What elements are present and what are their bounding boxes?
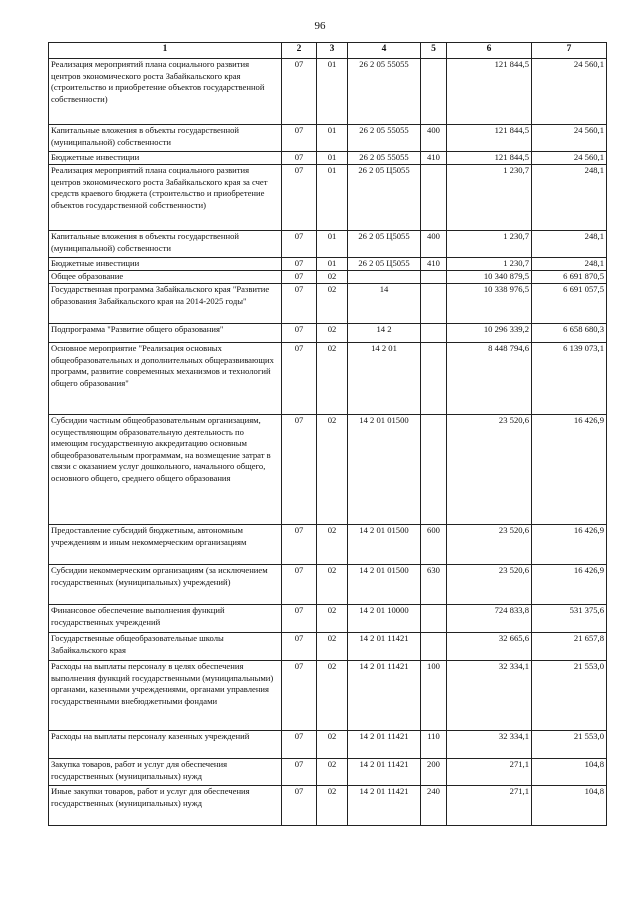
amount-year1-cell: 1 230,7 — [447, 258, 532, 271]
subsection-code-cell: 01 — [317, 231, 348, 258]
target-article-cell: 14 2 — [348, 324, 421, 343]
section-code-cell: 07 — [282, 284, 317, 324]
column-header: 7 — [532, 43, 607, 59]
subsection-code-cell: 02 — [317, 343, 348, 415]
table-row — [49, 661, 607, 731]
section-code-cell: 07 — [282, 165, 317, 231]
amount-year1-cell: 121 844,5 — [447, 152, 532, 165]
page-number: 96 — [314, 20, 326, 32]
subsection-code-cell: 02 — [317, 786, 348, 826]
amount-year2-cell: 21 657,8 — [532, 633, 607, 661]
item-name-cell: Капитальные вложения в объекты государственной (муниципальной) собственности — [49, 231, 282, 258]
section-code-cell: 07 — [282, 125, 317, 152]
target-article-cell: 26 2 05 55055 — [348, 152, 421, 165]
amount-year1-cell: 10 340 879,5 — [447, 271, 532, 284]
section-code-cell: 07 — [282, 759, 317, 786]
amount-year2-cell: 248,1 — [532, 258, 607, 271]
amount-year2-cell: 531 375,6 — [532, 605, 607, 633]
amount-year1-cell: 8 448 794,6 — [447, 343, 532, 415]
subsection-code-cell: 02 — [317, 525, 348, 565]
table-row — [49, 415, 607, 525]
item-name-cell: Расходы на выплаты персоналу казенных учреждений — [49, 731, 282, 759]
column-header: 4 — [348, 43, 421, 59]
section-code-cell: 07 — [282, 59, 317, 125]
section-code-cell: 07 — [282, 605, 317, 633]
item-name-cell: Бюджетные инвестиции — [49, 152, 282, 165]
amount-year2-cell: 16 426,9 — [532, 525, 607, 565]
amount-year2-cell: 16 426,9 — [532, 565, 607, 605]
table-row — [49, 284, 607, 324]
table-row — [49, 125, 607, 152]
column-header: 6 — [447, 43, 532, 59]
amount-year1-cell: 121 844,5 — [447, 59, 532, 125]
amount-year2-cell: 21 553,0 — [532, 731, 607, 759]
table-row — [49, 258, 607, 271]
section-code-cell: 07 — [282, 415, 317, 525]
target-article-cell: 26 2 05 55055 — [348, 59, 421, 125]
expense-type-cell — [421, 633, 447, 661]
column-header: 1 — [49, 43, 282, 59]
item-name-cell: Реализация мероприятий плана социального развития центров экономического роста Забайкальского края за счет средств краевого бюджета (строительство и приобретение объектов государственной собственности) — [49, 165, 282, 231]
section-code-cell: 07 — [282, 231, 317, 258]
section-code-cell: 07 — [282, 633, 317, 661]
target-article-cell: 14 2 01 11421 — [348, 661, 421, 731]
item-name-cell: Бюджетные инвестиции — [49, 258, 282, 271]
expense-type-cell — [421, 605, 447, 633]
amount-year1-cell: 32 665,6 — [447, 633, 532, 661]
subsection-code-cell: 02 — [317, 731, 348, 759]
item-name-cell: Предоставление субсидий бюджетным, автономным учреждениям и иным некоммерческим организациям — [49, 525, 282, 565]
section-code-cell: 07 — [282, 661, 317, 731]
amount-year2-cell: 104,8 — [532, 759, 607, 786]
table-row — [49, 343, 607, 415]
amount-year2-cell: 6 691 057,5 — [532, 284, 607, 324]
section-code-cell: 07 — [282, 565, 317, 605]
section-code-cell: 07 — [282, 525, 317, 565]
amount-year2-cell: 104,8 — [532, 786, 607, 826]
target-article-cell: 14 2 01 01500 — [348, 565, 421, 605]
item-name-cell: Реализация мероприятий плана социального развития центров экономического роста Забайкальского края (строительство и приобретение объектов государственной собственности) — [49, 59, 282, 125]
item-name-cell: Государственная программа Забайкальского края "Развитие образования Забайкальского края на 2014-2025 годы" — [49, 284, 282, 324]
amount-year2-cell: 248,1 — [532, 231, 607, 258]
expense-type-cell: 410 — [421, 152, 447, 165]
subsection-code-cell: 02 — [317, 661, 348, 731]
item-name-cell: Финансовое обеспечение выполнения функций государственных учреждений — [49, 605, 282, 633]
table-row — [49, 324, 607, 343]
amount-year1-cell: 23 520,6 — [447, 525, 532, 565]
subsection-code-cell: 02 — [317, 565, 348, 605]
item-name-cell: Основное мероприятие "Реализация основных общеобразовательных и дополнительных общеразвивающих программ, развитие современных механизмов и технологий общего образования" — [49, 343, 282, 415]
table-row — [49, 731, 607, 759]
target-article-cell: 14 2 01 11421 — [348, 633, 421, 661]
item-name-cell: Расходы на выплаты персоналу в целях обеспечения выполнения функций государственными (муниципальными) органами, казенными учреждениями, органами управления государственными внебюджетными фондами — [49, 661, 282, 731]
item-name-cell: Общее образование — [49, 271, 282, 284]
expense-type-cell — [421, 415, 447, 525]
subsection-code-cell: 01 — [317, 258, 348, 271]
target-article-cell: 26 2 05 Ц5055 — [348, 165, 421, 231]
table-row — [49, 786, 607, 826]
target-article-cell: 14 2 01 01500 — [348, 525, 421, 565]
column-header: 5 — [421, 43, 447, 59]
target-article-cell: 14 2 01 10000 — [348, 605, 421, 633]
expense-type-cell — [421, 343, 447, 415]
expense-type-cell: 600 — [421, 525, 447, 565]
item-name-cell: Государственные общеобразовательные школы Забайкальского края — [49, 633, 282, 661]
expense-type-cell — [421, 59, 447, 125]
target-article-cell: 14 2 01 01500 — [348, 415, 421, 525]
item-name-cell: Иные закупки товаров, работ и услуг для обеспечения государственных (муниципальных) нужд — [49, 786, 282, 826]
amount-year1-cell: 32 334,1 — [447, 661, 532, 731]
amount-year1-cell: 1 230,7 — [447, 231, 532, 258]
target-article-cell: 14 2 01 — [348, 343, 421, 415]
amount-year2-cell: 248,1 — [532, 165, 607, 231]
section-code-cell: 07 — [282, 343, 317, 415]
amount-year1-cell: 23 520,6 — [447, 565, 532, 605]
table-row — [49, 633, 607, 661]
table-row — [49, 759, 607, 786]
amount-year2-cell: 24 560,1 — [532, 59, 607, 125]
expense-type-cell: 400 — [421, 125, 447, 152]
expense-type-cell: 240 — [421, 786, 447, 826]
amount-year2-cell: 24 560,1 — [532, 152, 607, 165]
expense-type-cell: 400 — [421, 231, 447, 258]
item-name-cell: Закупка товаров, работ и услуг для обеспечения государственных (муниципальных) нужд — [49, 759, 282, 786]
subsection-code-cell: 02 — [317, 284, 348, 324]
section-code-cell: 07 — [282, 786, 317, 826]
budget-table — [48, 42, 607, 826]
subsection-code-cell: 02 — [317, 605, 348, 633]
expense-type-cell — [421, 165, 447, 231]
amount-year2-cell: 16 426,9 — [532, 415, 607, 525]
section-code-cell: 07 — [282, 731, 317, 759]
target-article-cell: 14 — [348, 284, 421, 324]
table-row — [49, 271, 607, 284]
amount-year1-cell: 271,1 — [447, 759, 532, 786]
subsection-code-cell: 01 — [317, 59, 348, 125]
table-row — [49, 565, 607, 605]
amount-year2-cell: 6 691 870,5 — [532, 271, 607, 284]
item-name-cell: Капитальные вложения в объекты государственной (муниципальной) собственности — [49, 125, 282, 152]
amount-year1-cell: 10 296 339,2 — [447, 324, 532, 343]
amount-year2-cell: 6 658 680,3 — [532, 324, 607, 343]
expense-type-cell: 100 — [421, 661, 447, 731]
item-name-cell: Субсидии некоммерческим организациям (за исключением государственных (муниципальных) учреждений) — [49, 565, 282, 605]
target-article-cell — [348, 271, 421, 284]
target-article-cell: 26 2 05 Ц5055 — [348, 231, 421, 258]
subsection-code-cell: 01 — [317, 165, 348, 231]
subsection-code-cell: 02 — [317, 759, 348, 786]
expense-type-cell: 630 — [421, 565, 447, 605]
subsection-code-cell: 02 — [317, 633, 348, 661]
expense-type-cell: 200 — [421, 759, 447, 786]
target-article-cell: 14 2 01 11421 — [348, 786, 421, 826]
target-article-cell: 14 2 01 11421 — [348, 759, 421, 786]
expense-type-cell — [421, 284, 447, 324]
section-code-cell: 07 — [282, 258, 317, 271]
amount-year2-cell: 6 139 073,1 — [532, 343, 607, 415]
expense-type-cell — [421, 324, 447, 343]
expense-type-cell — [421, 271, 447, 284]
expense-type-cell: 110 — [421, 731, 447, 759]
section-code-cell: 07 — [282, 271, 317, 284]
table-row — [49, 525, 607, 565]
table-row — [49, 152, 607, 165]
section-code-cell: 07 — [282, 324, 317, 343]
table-row — [49, 231, 607, 258]
target-article-cell: 14 2 01 11421 — [348, 731, 421, 759]
item-name-cell: Субсидии частным общеобразовательным организациям, осуществляющим образовательную деятельность по имеющим государственную аккредитацию основным общеобразовательным программам, на возмещение затрат в связи с оказанием услуг дошкольного, начального общего, основного общего, среднего общего образования — [49, 415, 282, 525]
amount-year2-cell: 21 553,0 — [532, 661, 607, 731]
amount-year1-cell: 121 844,5 — [447, 125, 532, 152]
amount-year1-cell: 10 338 976,5 — [447, 284, 532, 324]
expense-type-cell: 410 — [421, 258, 447, 271]
amount-year1-cell: 271,1 — [447, 786, 532, 826]
amount-year1-cell: 1 230,7 — [447, 165, 532, 231]
amount-year1-cell: 23 520,6 — [447, 415, 532, 525]
subsection-code-cell: 01 — [317, 152, 348, 165]
section-code-cell: 07 — [282, 152, 317, 165]
amount-year2-cell: 24 560,1 — [532, 125, 607, 152]
column-header: 2 — [282, 43, 317, 59]
amount-year1-cell: 32 334,1 — [447, 731, 532, 759]
header-row — [49, 43, 607, 59]
table-row — [49, 59, 607, 125]
subsection-code-cell: 01 — [317, 125, 348, 152]
target-article-cell: 26 2 05 Ц5055 — [348, 258, 421, 271]
subsection-code-cell: 02 — [317, 324, 348, 343]
column-header: 3 — [317, 43, 348, 59]
table-row — [49, 605, 607, 633]
table-row — [49, 165, 607, 231]
amount-year1-cell: 724 833,8 — [447, 605, 532, 633]
subsection-code-cell: 02 — [317, 271, 348, 284]
subsection-code-cell: 02 — [317, 415, 348, 525]
item-name-cell: Подпрограмма "Развитие общего образования" — [49, 324, 282, 343]
target-article-cell: 26 2 05 55055 — [348, 125, 421, 152]
